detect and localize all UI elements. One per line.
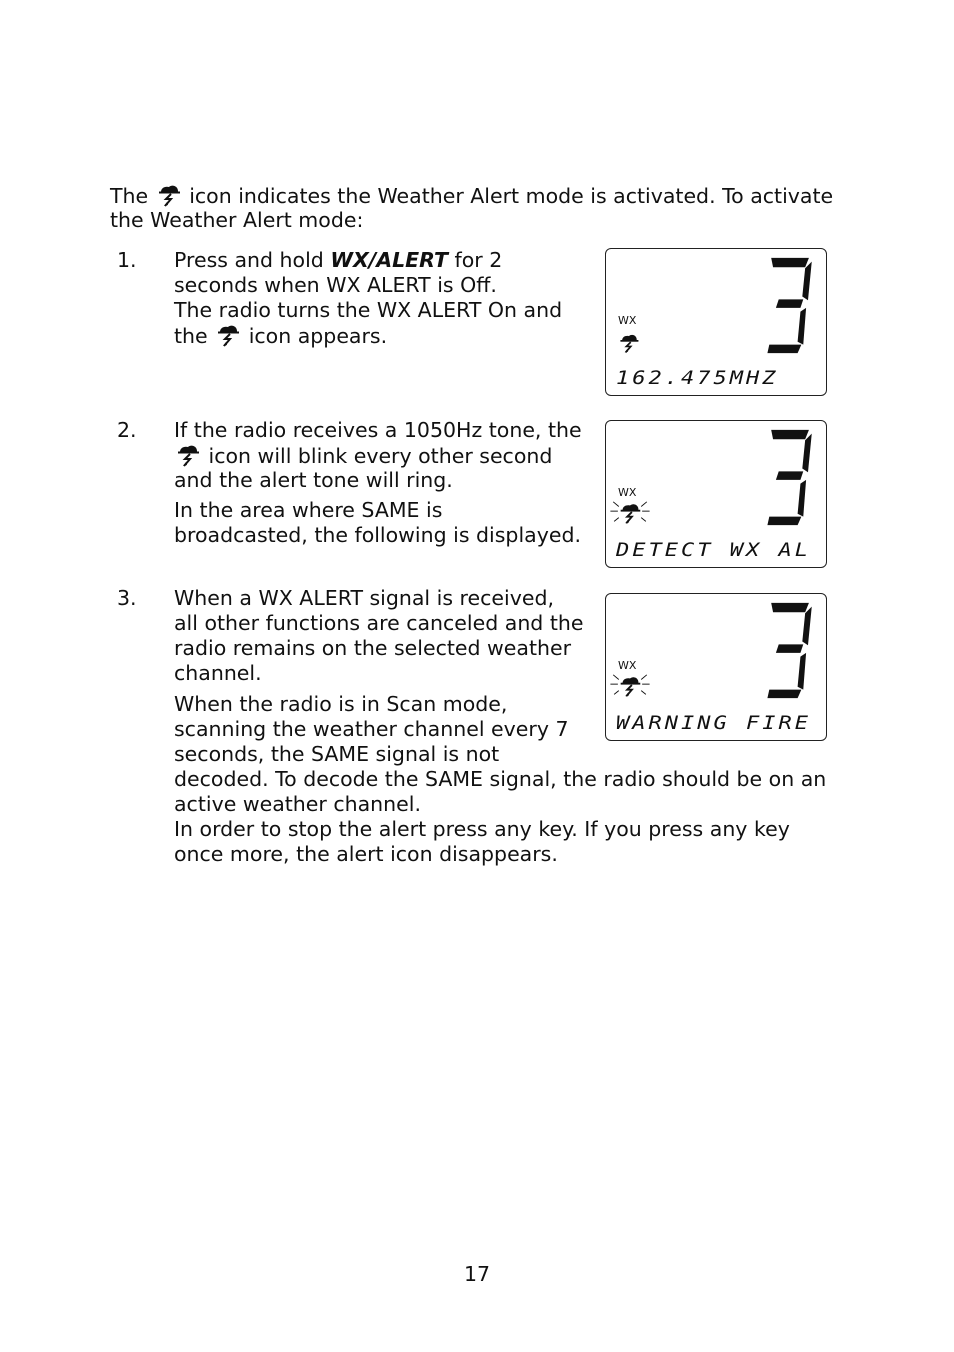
step-number: 1. [117,248,137,272]
step3-line-8: decoded. To decode the SAME signal, the radio should be on an [174,767,827,791]
lcd-display-1 [605,248,827,396]
wx-label: WX [618,659,637,672]
step1-text: the [174,324,208,348]
intro-line-2: the Weather Alert mode: [110,208,364,232]
step2-line-5: broadcasted, the following is displayed. [174,523,581,547]
wx-alert-key-label: WX/ALERT [330,248,449,272]
step1-text: for 2 [454,248,503,272]
step1-line-3: The radio turns the WX ALERT On and [174,298,563,322]
step1-line-2: seconds when WX ALERT is Off. [174,273,497,297]
step1-line-1 [174,248,502,273]
step3-line-9: active weather channel. [174,792,421,816]
wx-label: WX [618,486,637,499]
lcd-text: 162.475MHZ [616,367,779,389]
channel-digit-3 [766,255,816,355]
channel-digit-3 [766,427,816,527]
step3-line-1: When a WX ALERT signal is received, [174,586,554,610]
storm-icon [155,183,183,207]
lcd-text: WARNING FIRE [616,712,811,734]
step2-line-2 [174,443,552,469]
intro-line-1 [110,183,833,209]
channel-digit-3 [766,600,816,700]
intro-text-b: icon indicates the Weather Alert mode is activated. To activate [189,184,834,208]
step3-line-6: scanning the weather channel every 7 [174,717,569,741]
storm-icon [617,332,641,354]
step2-line-1: If the radio receives a 1050Hz tone, the [174,418,582,442]
step3-line-5: When the radio is in Scan mode, [174,692,508,716]
lcd-display-2 [605,420,827,568]
storm-icon [174,443,202,467]
step3-line-10: In order to stop the alert press any key. If you press any key [174,817,790,841]
storm-icon [214,323,242,347]
step1-text: icon appears. [248,324,388,348]
storm-blink-icon [609,499,651,527]
step2-text: icon will blink every other second [208,444,553,468]
step3-line-3: radio remains on the selected weather [174,636,572,660]
page-number: 17 [463,1262,491,1286]
lcd-text: DETECT WX AL [616,539,811,561]
step-number: 2. [117,418,137,442]
lcd-display-3 [605,593,827,741]
step3-line-7: seconds, the SAME signal is not [174,742,500,766]
step1-line-4 [174,323,387,349]
wx-label: WX [618,314,637,327]
step3-line-4: channel. [174,661,262,685]
step2-line-4: In the area where SAME is [174,498,443,522]
step1-text: Press and hold [174,248,324,272]
step-number: 3. [117,586,137,610]
storm-blink-icon [609,672,651,700]
step2-line-3: and the alert tone will ring. [174,468,453,492]
step3-line-11: once more, the alert icon disappears. [174,842,558,866]
intro-text-a: The [110,184,149,208]
step3-line-2: all other functions are canceled and the [174,611,584,635]
